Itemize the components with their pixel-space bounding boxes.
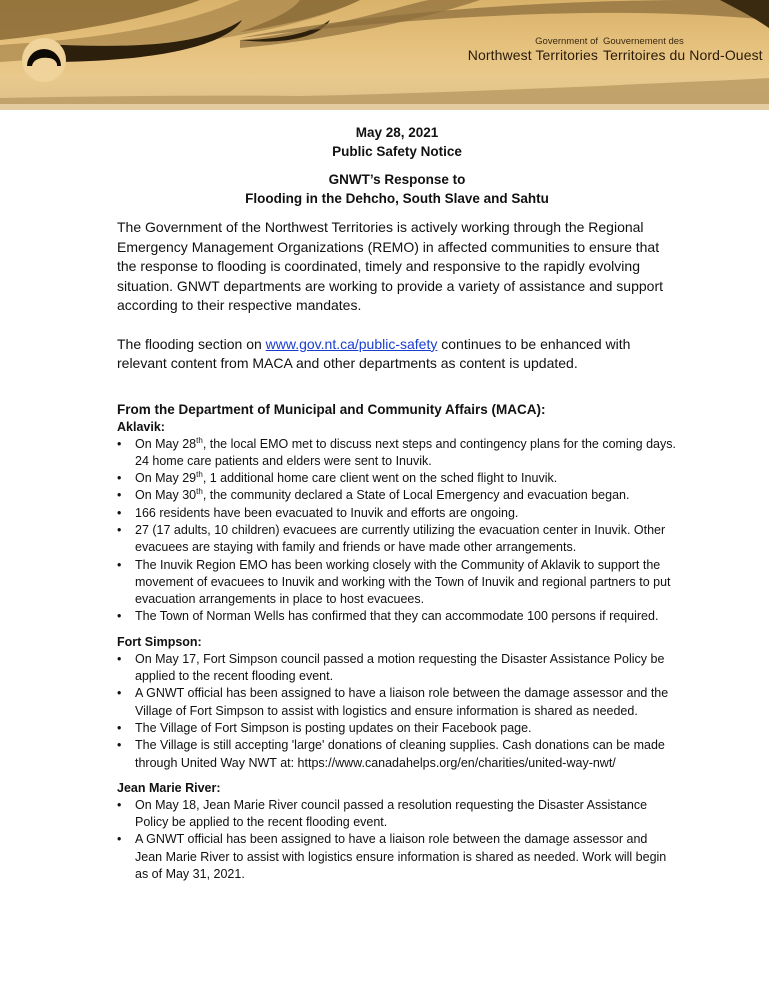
document-body (117, 124, 677, 883)
community-bullet-list (117, 797, 677, 883)
community-sections (117, 419, 677, 884)
bullet-icon: • (117, 471, 122, 486)
list-item: • The Village is still accepting 'large' donations of cleaning supplies. Cash donations can be made through United Way NWT at: https://www.canadahelps.org/en/charities/united-way-nwt/ (117, 738, 665, 770)
bullet-icon: • (117, 557, 122, 572)
government-name-english: Government of Northwest Territories (467, 36, 598, 63)
list-item: • 166 residents have been evacuated to Inuvik and efforts are ongoing. (117, 505, 677, 522)
list-item: • On May 29th, 1 additional home care client went on the sched flight to Inuvik. (117, 470, 677, 487)
list-item: • On May 17, Fort Simpson council passed a motion requesting the Disaster Assistance Policy be applied to the recent flooding event. (117, 651, 665, 684)
bullet-icon: • (117, 720, 122, 735)
notice-date: May 28, 2021 (355, 125, 439, 140)
header-banner (0, 0, 769, 110)
notice-type: Public Safety Notice (332, 143, 462, 159)
list-item: • The Village of Fort Simpson is posting updates on their Facebook page. (117, 720, 677, 737)
notice-heading-line1: GNWT’s Response to (328, 172, 466, 187)
bullet-icon: • (117, 609, 122, 624)
list-item: • On May 30th, the community declared a State of Local Emergency and evacuation began. (117, 487, 677, 504)
bullet-icon: • (117, 505, 122, 520)
bullet-icon: • (117, 686, 122, 701)
bullet-icon: • (117, 832, 122, 847)
list-item: • On May 18, Jean Marie River council passed a resolution requesting the Disaster Assistance Policy be applied to the recent flooding event. (117, 797, 648, 830)
government-name-french: Gouvernement des Territoires du Nord-Ouest (603, 36, 763, 63)
community-heading: Aklavik: (117, 419, 165, 434)
community-bullet-list (117, 436, 677, 626)
public-safety-link[interactable]: www.gov.nt.ca/public-safety (265, 335, 438, 352)
bullet-icon: • (117, 738, 122, 753)
list-item: • The Inuvik Region EMO has been working closely with the Community of Aklavik to support the movement of evacuees to Inuvik and working with the Town of Inuvik and regional partners to put evacuation arrangements in place to host evacuees. (117, 557, 671, 607)
bullet-icon: • (117, 522, 122, 537)
list-item: • The Town of Norman Wells has confirmed that they can accommodate 100 persons if required. (117, 608, 677, 625)
community-heading: Jean Marie River: (117, 780, 221, 795)
bullet-icon: • (117, 436, 122, 451)
intro-paragraph: The Government of the Northwest Territories is actively working through the Regional Emergency Management Organizations (REMO) in affected communities to ensure that the response to flooding is coordinated, timely and responsive to the rapidly evolving situation. GNWT departments are working to provide a variety of assistance and support according to their respective mandates. (117, 219, 664, 313)
bullet-icon: • (117, 797, 122, 812)
list-item: • A GNWT official has been assigned to have a liaison role between the damage assessor and Jean Marie River to assist with logistics ensure information is shared as needed. Work will begin as of May 31, 2021. (117, 832, 667, 882)
list-item: • On May 28th, the local EMO met to discuss next steps and contingency plans for the coming days. 24 home care patients and elders were sent to Inuvik. (117, 435, 676, 468)
list-item: • 27 (17 adults, 10 children) evacuees are currently utilizing the evacuation center in Inuvik. Other evacuees are staying with family and friends or have made other arrangements. (117, 522, 666, 555)
flooding-section-paragraph: The flooding section on www.gov.nt.ca/public-safety continues to be enhanced with relevant content from MACA and other departments as content is updated. (117, 335, 631, 371)
community-bullet-list (117, 651, 677, 772)
community-heading: Fort Simpson: (117, 634, 202, 649)
notice-heading-line2: Flooding in the Dehcho, South Slave and Sahtu (245, 190, 549, 206)
bullet-icon: • (117, 651, 122, 666)
maca-section-title: From the Department of Municipal and Community Affairs (MACA): (117, 401, 546, 417)
bullet-icon: • (117, 488, 122, 503)
list-item: • A GNWT official has been assigned to have a liaison role between the damage assessor and the Village of Fort Simpson to assist with logistics and ensure information is shared as needed. (117, 686, 669, 718)
